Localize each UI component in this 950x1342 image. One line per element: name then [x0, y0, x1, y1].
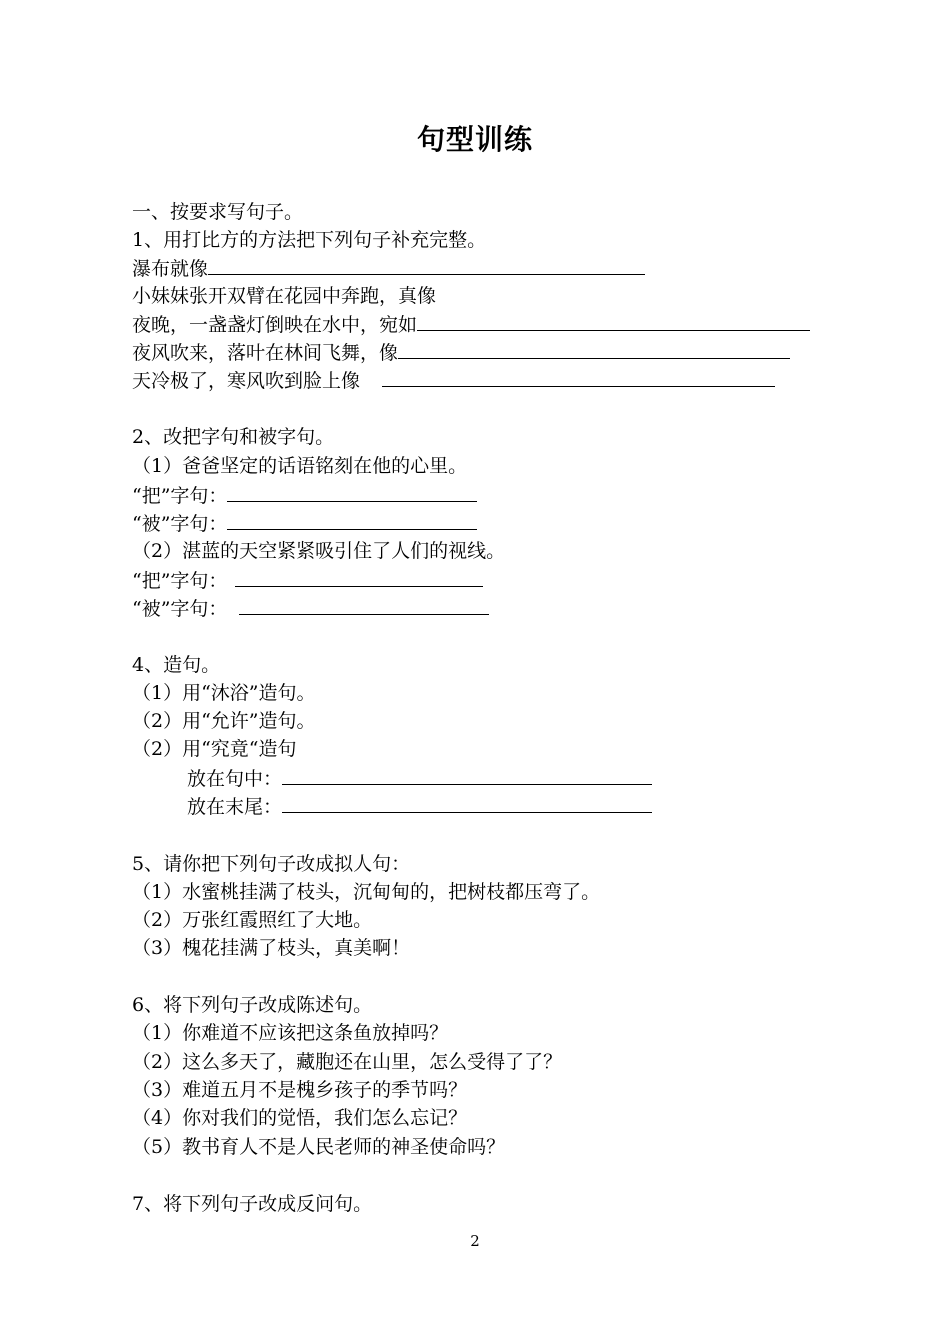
ba-sentence-2 — [132, 566, 483, 595]
section5-item-1: （1）水蜜桃挂满了枝头，沉甸甸的，把树枝都压弯了。 — [132, 881, 601, 903]
section5-item-2: （2）万张红霞照红了大地。 — [132, 909, 373, 931]
section6-item-3: （3）难道五月不是槐乡孩子的季节吗？ — [132, 1079, 468, 1101]
section6-item-5: （5）教书育人不是人民老师的神圣使命吗？ — [132, 1136, 506, 1158]
bei-label: “被”字句： — [132, 598, 228, 620]
fill-item-1-text: 瀑布就像 — [132, 258, 209, 280]
page-title: 句型训练 — [416, 123, 533, 156]
ba-sentence-1 — [132, 481, 477, 510]
position-middle-label: 放在句中： — [187, 768, 283, 790]
answer-blank[interactable] — [417, 310, 810, 331]
fill-item-5-text: 天冷极了，寒风吹到脸上像 — [132, 370, 361, 392]
fill-item-2 — [132, 282, 436, 310]
section6-item-1: （1）你难道不应该把这条鱼放掉吗？ — [132, 1022, 449, 1044]
section5-heading: 5、请你把下列句子改成拟人句： — [132, 853, 411, 875]
bei-sentence-1 — [132, 509, 477, 538]
ba-label: “把”字句： — [132, 570, 228, 592]
fill-item-5 — [132, 366, 775, 395]
section2-sentence-1: （1）爸爸坚定的话语铭刻在他的心里。 — [132, 455, 468, 477]
section4-heading: 4、造句。 — [132, 654, 221, 676]
answer-blank[interactable] — [208, 254, 645, 275]
position-end-label: 放在末尾： — [187, 796, 283, 818]
answer-blank[interactable] — [235, 566, 483, 587]
fill-item-1 — [132, 254, 645, 283]
fill-item-2-text: 小妹妹张开双臂在花园中奔跑，真像 — [132, 285, 437, 307]
ba-label: “把”字句： — [132, 485, 228, 507]
section6-item-4: （4）你对我们的觉悟，我们怎么忘记？ — [132, 1107, 468, 1129]
answer-blank[interactable] — [282, 792, 652, 813]
section2-heading: 2、改把字句和被字句。 — [132, 426, 335, 448]
section1-heading: 一、按要求写句子。 — [132, 201, 304, 223]
answer-blank[interactable] — [282, 764, 652, 785]
answer-blank[interactable] — [382, 366, 775, 387]
bei-sentence-2 — [132, 594, 489, 623]
position-middle — [187, 764, 652, 793]
answer-blank[interactable] — [239, 594, 489, 615]
answer-blank[interactable] — [227, 509, 477, 530]
section4-item-2: （2）用“允许”造句。 — [132, 710, 316, 732]
section7-heading: 7、将下列句子改成反问句。 — [132, 1193, 373, 1215]
section4-item-3: （2）用“究竟“造句 — [132, 738, 297, 760]
section5-item-3: （3）槐花挂满了枝头，真美啊！ — [132, 937, 411, 959]
section6-heading: 6、将下列句子改成陈述句。 — [132, 994, 373, 1016]
section2-sentence-2: （2）湛蓝的天空紧紧吸引住了人们的视线。 — [132, 540, 506, 562]
section1-question1: 1、用打比方的方法把下列句子补充完整。 — [132, 229, 487, 251]
section4-item-1: （1）用“沐浴”造句。 — [132, 682, 316, 704]
position-end — [187, 792, 652, 821]
answer-blank[interactable] — [227, 481, 477, 502]
section6-item-2: （2）这么多天了，藏胞还在山里，怎么受得了了？ — [132, 1051, 563, 1073]
bei-label: “被”字句： — [132, 513, 228, 535]
fill-item-3 — [132, 310, 810, 339]
page-number: 2 — [470, 1232, 480, 1250]
fill-item-4 — [132, 338, 790, 367]
answer-blank[interactable] — [398, 338, 790, 359]
fill-item-4-text: 夜风吹来，落叶在林间飞舞，像 — [132, 342, 399, 364]
fill-item-3-text: 夜晚，一盏盏灯倒映在水中，宛如 — [132, 314, 418, 336]
